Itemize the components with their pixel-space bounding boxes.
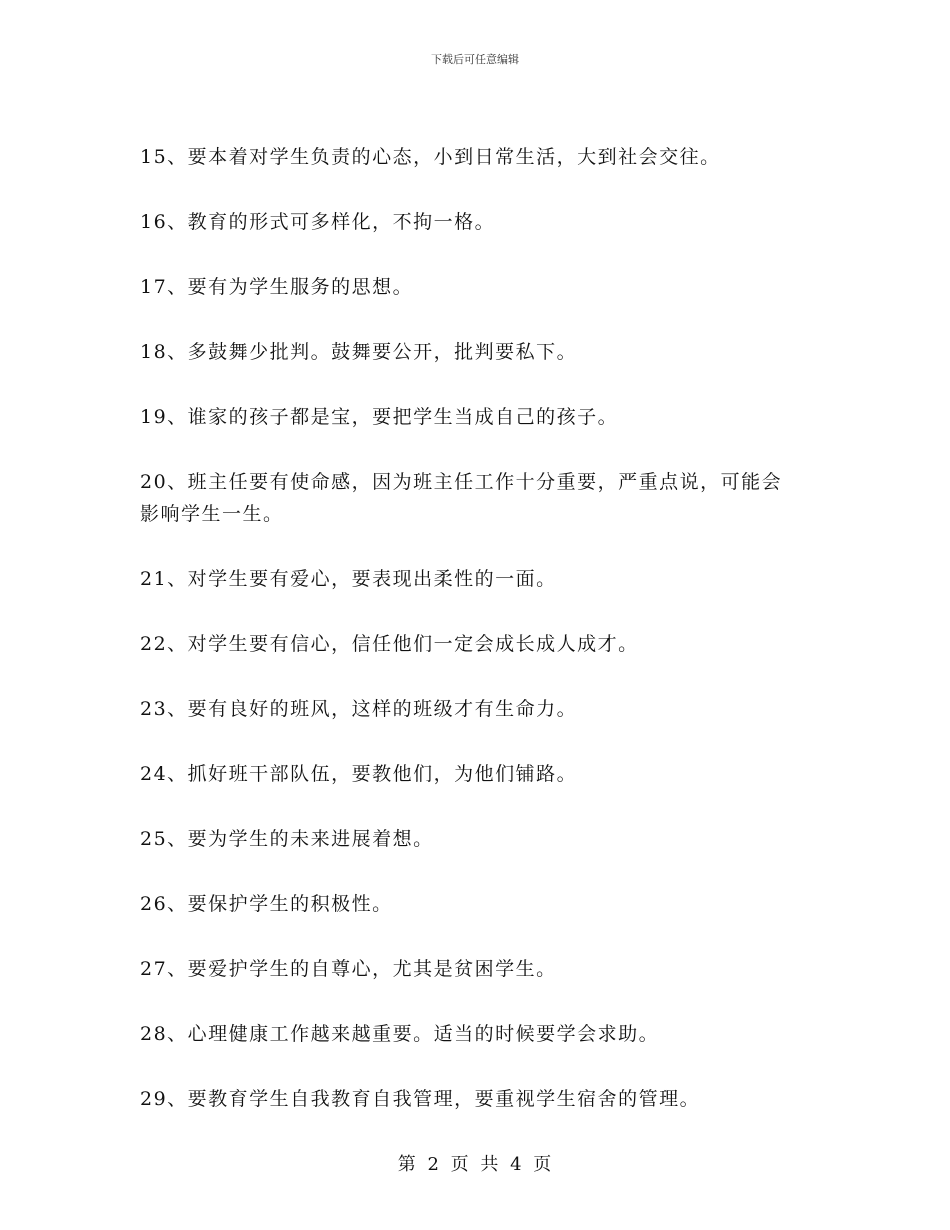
list-item: 29、要教育学生自我教育自我管理，要重视学生宿舍的管理。 (140, 1088, 701, 1110)
list-item: 19、谁家的孩子都是宝，要把学生当成自己的孩子。 (140, 406, 619, 428)
list-item: 17、要有为学生服务的思想。 (140, 276, 414, 298)
list-item: 16、教育的形式可多样化，不拘一格。 (140, 211, 496, 233)
page-number-footer: 第 2 页 共 4 页 (397, 1154, 553, 1175)
document-body (140, 141, 800, 1148)
page-header: 下载后可任意编辑 (431, 53, 519, 66)
list-item: 15、要本着对学生负责的心态，小到日常生活，大到社会交往。 (140, 146, 721, 168)
list-item: 25、要为学生的未来进展着想。 (140, 828, 434, 850)
list-item: 24、抓好班干部队伍，要教他们，为他们铺路。 (140, 763, 578, 785)
list-item: 20、班主任要有使命感，因为班主任工作十分重要，严重点说，可能会影响学生一生。 (140, 471, 783, 525)
list-item: 23、要有良好的班风，这样的班级才有生命力。 (140, 698, 578, 720)
list-item: 22、对学生要有信心，信任他们一定会成长成人成才。 (140, 633, 639, 655)
list-item: 21、对学生要有爱心，要表现出柔性的一面。 (140, 568, 557, 590)
list-item: 27、要爱护学生的自尊心，尤其是贫困学生。 (140, 958, 557, 980)
list-item: 18、多鼓舞少批判。鼓舞要公开，批判要私下。 (140, 341, 578, 363)
list-item: 28、心理健康工作越来越重要。适当的时候要学会求助。 (140, 1023, 660, 1045)
list-item: 26、要保护学生的积极性。 (140, 893, 393, 915)
